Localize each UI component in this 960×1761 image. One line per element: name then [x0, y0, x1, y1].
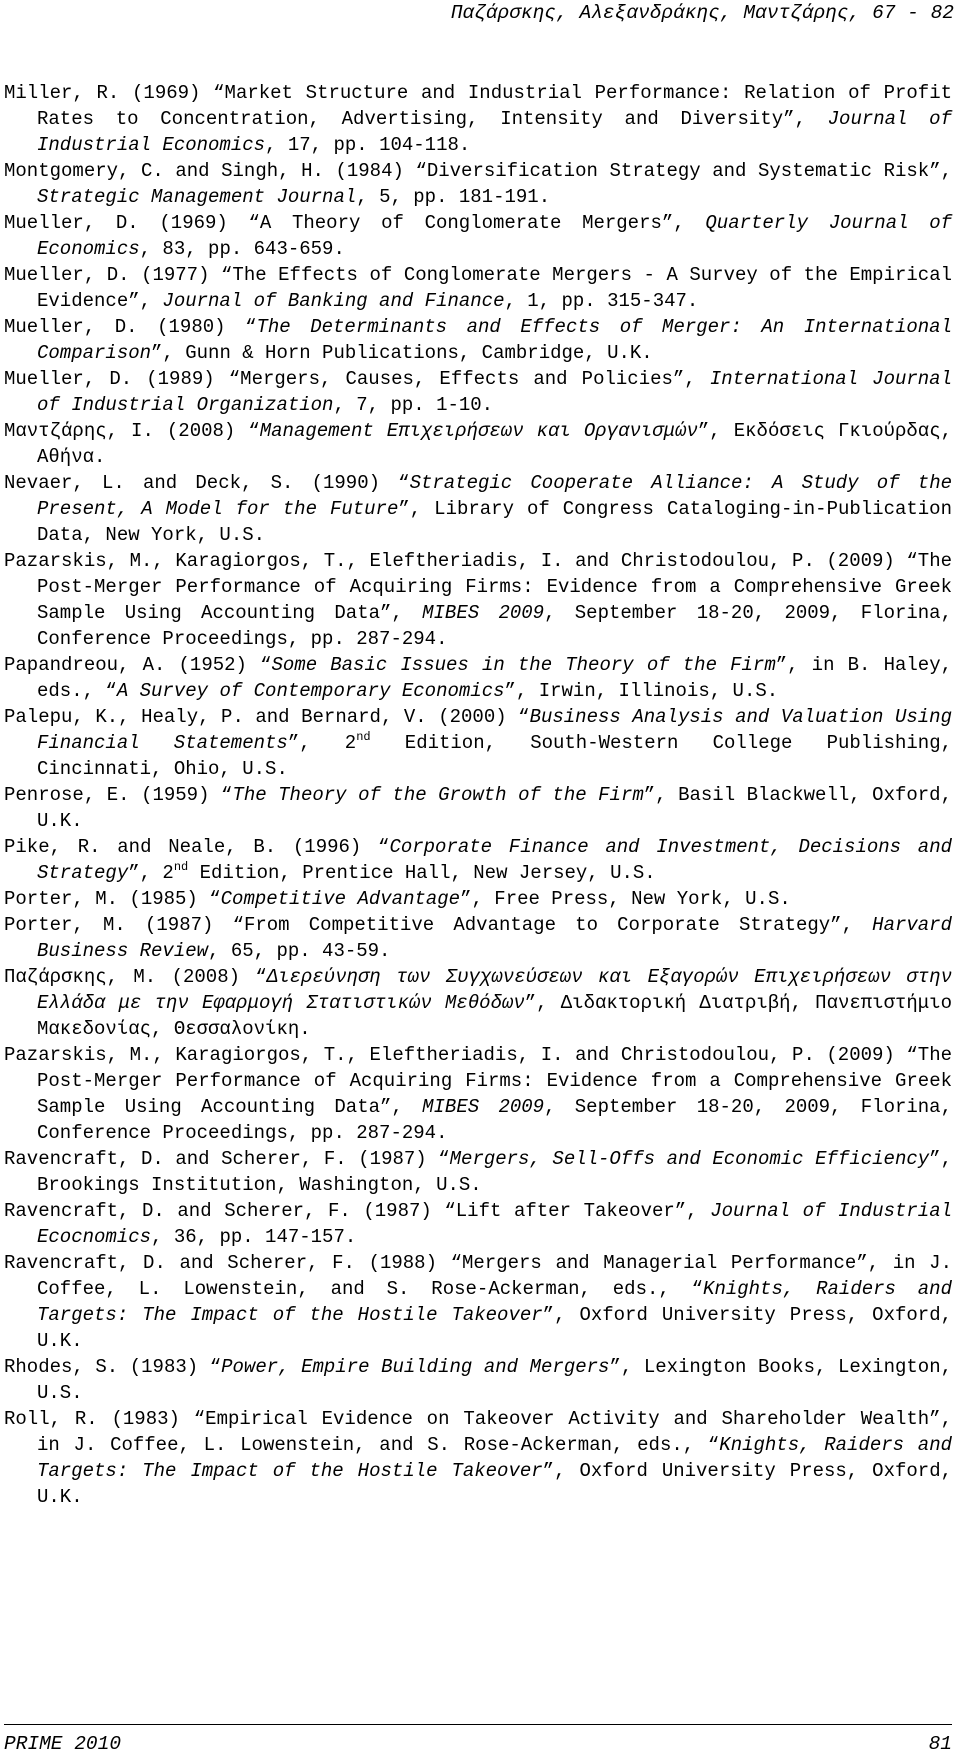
reference-text: Μαντζάρης, Ι. (2008) “ [4, 420, 260, 442]
reference-text: Mueller, D. (1980) “ [4, 316, 257, 338]
reference-superscript: nd [356, 730, 371, 744]
reference-entry [4, 834, 952, 886]
reference-text: ”, Gunn & Horn Publications, Cambridge, U.K. [151, 342, 653, 364]
page-number: 81 [928, 1733, 952, 1755]
reference-italic-text: A Survey of Contemporary Economics [116, 680, 505, 702]
reference-italic-text: MIBES 2009 [422, 602, 545, 624]
reference-text: ”, Oxford University Press, Oxford, U.K. [37, 1304, 952, 1352]
reference-text: , 7, pp. 1-10. [333, 394, 494, 416]
reference-entry [4, 158, 952, 210]
reference-text: ”, Oxford University Press, Oxford, U.K. [37, 1460, 952, 1508]
reference-entry [4, 782, 952, 834]
reference-text: Penrose, E. (1959) “ [4, 784, 233, 806]
reference-text: Pazarskis, M., Karagiorgos, T., Eleftheriadis, I. and Christodoulou, P. (2009) “The Post-Merger Performance of Acquiring Firms: Evidence from a Comprehensive Greek Sample Using Accounting Data”, [4, 550, 952, 624]
reference-text: Edition, South-Western College Publishing, Cincinnati, Ohio, U.S. [37, 732, 953, 780]
reference-italic-text: Corporate Finance and Investment, Decisions and Strategy [37, 836, 952, 884]
reference-text: ”, Irwin, Illinois, U.S. [504, 680, 779, 702]
running-header: Παζάρσκης, Αλεξανδράκης, Μαντζάρης, 67 - 82 [450, 2, 954, 24]
reference-text: , 17, pp. 104-118. [265, 134, 471, 156]
reference-entry [4, 80, 952, 158]
reference-italic-text: Some Basic Issues in the Theory of the Firm [271, 654, 776, 676]
reference-text: Rhodes, S. (1983) “ [4, 1356, 222, 1378]
reference-italic-text: Competitive Advantage [220, 888, 461, 910]
reference-text: Ravencraft, D. and Scherer, F. (1987) “Lift after Takeover”, [4, 1200, 711, 1222]
reference-italic-text: Mergers, Sell-Offs and Economic Efficiency [449, 1148, 930, 1170]
reference-text: Roll, R. (1983) “Empirical Evidence on Takeover Activity and Shareholder Wealth”, in J. Coffee, L. Lowenstein, and S. Rose-Ackerman, eds., “ [4, 1408, 952, 1456]
reference-entry [4, 314, 952, 366]
reference-entry [4, 548, 952, 652]
reference-italic-text: The Determinants and Effects of Merger: An International Comparison [37, 316, 952, 364]
reference-entry [4, 912, 952, 964]
reference-entry [4, 1146, 952, 1198]
reference-text: ”, Εκδόσεις Γκιούρδας, Αθήνα. [37, 420, 953, 468]
reference-text: ”, Διδακτορική Διατριβή, Πανεπιστήμιο Μακεδονίας, Θεσσαλονίκη. [37, 992, 952, 1040]
reference-italic-text: Strategic Cooperate Alliance: A Study of the Present, A Model for the Future [37, 472, 953, 520]
reference-italic-text: Quarterly Journal of Economics [37, 212, 952, 260]
reference-italic-text: Harvard Business Review [37, 914, 952, 962]
reference-text: Pazarskis, M., Karagiorgos, T., Eleftheriadis, I. and Christodoulou, P. (2009) “The Post-Merger Performance of Acquiring Firms: Evidence from a Comprehensive Greek Sample Using Accounting Data”, [4, 1044, 952, 1118]
reference-text: Porter, M. (1987) “From Competitive Advantage to Corporate Strategy”, [4, 914, 873, 936]
reference-text: Miller, R. (1969) “Market Structure and Industrial Performance: Relation of Profit Rates to Concentration, Advertising, Intensity and Diversity”, [4, 82, 952, 130]
reference-text: Mueller, D. (1969) “A Theory of Conglomerate Mergers”, [4, 212, 706, 234]
reference-text: ”, Lexington Books, Lexington, U.S. [37, 1356, 952, 1404]
reference-text: Ravencraft, D. and Scherer, F. (1987) “ [4, 1148, 450, 1170]
reference-text: ”, in B. Haley, eds., “ [37, 654, 952, 702]
reference-entry [4, 210, 952, 262]
reference-text: , 1, pp. 315-347. [504, 290, 699, 312]
reference-text: ”, Free Press, New York, U.S. [460, 888, 791, 910]
reference-text: , 83, pp. 643-659. [139, 238, 345, 260]
reference-entry [4, 704, 952, 782]
reference-italic-text: Journal of Industrial Ecocnomics [37, 1200, 952, 1248]
reference-entry [4, 1354, 952, 1406]
reference-italic-text: International Journal of Industrial Organization [37, 368, 952, 416]
reference-entry [4, 886, 952, 912]
reference-text: Mueller, D. (1989) “Mergers, Causes, Effects and Policies”, [4, 368, 710, 390]
reference-italic-text: Knights, Raiders and Targets: The Impact of the Hostile Takeover [37, 1434, 952, 1482]
reference-text: ”, Basil Blackwell, Oxford, U.K. [37, 784, 952, 832]
reference-text: Porter, M. (1985) “ [4, 888, 221, 910]
reference-text: ”, 2 [287, 732, 357, 754]
reference-entry [4, 1198, 952, 1250]
reference-entry [4, 1042, 952, 1146]
footer-divider [4, 1724, 952, 1725]
reference-text: , 36, pp. 147-157. [151, 1226, 357, 1248]
reference-entry [4, 470, 952, 548]
reference-italic-text: Strategic Management Journal [37, 186, 357, 208]
reference-text: , September 18-20, 2009, Florina, Conference Proceedings, pp. 287-294. [37, 1096, 952, 1144]
reference-text: Παζάρσκης, Μ. (2008) “ [4, 966, 267, 988]
reference-entry [4, 366, 952, 418]
reference-text: Montgomery, C. and Singh, H. (1984) “Diversification Strategy and Systematic Risk”, [4, 160, 952, 182]
reference-entry [4, 1406, 952, 1510]
reference-italic-text: Management Επιχειρήσεων και Οργανισμών [259, 420, 698, 442]
reference-entry [4, 652, 952, 704]
reference-text: ”, Brookings Institution, Washington, U.S. [37, 1148, 952, 1196]
reference-text: Papandreou, A. (1952) “ [4, 654, 272, 676]
reference-entry [4, 1250, 952, 1354]
reference-list [4, 80, 952, 1510]
reference-text: Palepu, K., Healy, P. and Bernard, V. (2000) “ [4, 706, 530, 728]
reference-text: Pike, R. and Neale, B. (1996) “ [4, 836, 390, 858]
reference-text: , September 18-20, 2009, Florina, Conference Proceedings, pp. 287-294. [37, 602, 952, 650]
reference-text: , 5, pp. 181-191. [356, 186, 551, 208]
reference-text: Mueller, D. (1977) “The Effects of Conglomerate Mergers - A Survey of the Empirical Evidence”, [4, 264, 952, 312]
reference-entry [4, 262, 952, 314]
reference-italic-text: Διερεύνηση των Συγχωνεύσεων και Εξαγορών Επιχειρήσεων στην Ελλάδα με την Εφαρμογή Στατιστικών Μεθόδων [37, 966, 953, 1014]
reference-superscript: nd [173, 860, 189, 874]
reference-italic-text: The Theory of the Growth of the Firm [232, 784, 644, 806]
journal-name: PRIME 2010 [4, 1733, 122, 1755]
reference-text: ”, 2 [128, 862, 174, 884]
reference-italic-text: Power, Empire Building and Mergers [221, 1356, 610, 1378]
reference-italic-text: Business Analysis and Valuation Using Financial Statements [37, 706, 952, 754]
reference-text: , 65, pp. 43-59. [208, 940, 391, 962]
reference-italic-text: MIBES 2009 [422, 1096, 545, 1118]
reference-entry [4, 418, 952, 470]
reference-italic-text: Knights, Raiders and Targets: The Impact of the Hostile Takeover [37, 1278, 952, 1326]
reference-text: Ravencraft, D. and Scherer, F. (1988) “Mergers and Managerial Performance”, in J. Coffee, L. Lowenstein, and S. Rose-Ackerman, eds., “ [4, 1252, 952, 1300]
reference-text: Nevaer, L. and Deck, S. (1990) “ [4, 472, 410, 494]
reference-italic-text: Journal of Banking and Finance [162, 290, 505, 312]
reference-text: Edition, Prentice Hall, New Jersey, U.S. [188, 862, 656, 884]
reference-text: ”, Library of Congress Cataloging-in-Publication Data, New York, U.S. [37, 498, 952, 546]
reference-italic-text: Journal of Industrial Economics [37, 108, 952, 156]
reference-entry [4, 964, 952, 1042]
